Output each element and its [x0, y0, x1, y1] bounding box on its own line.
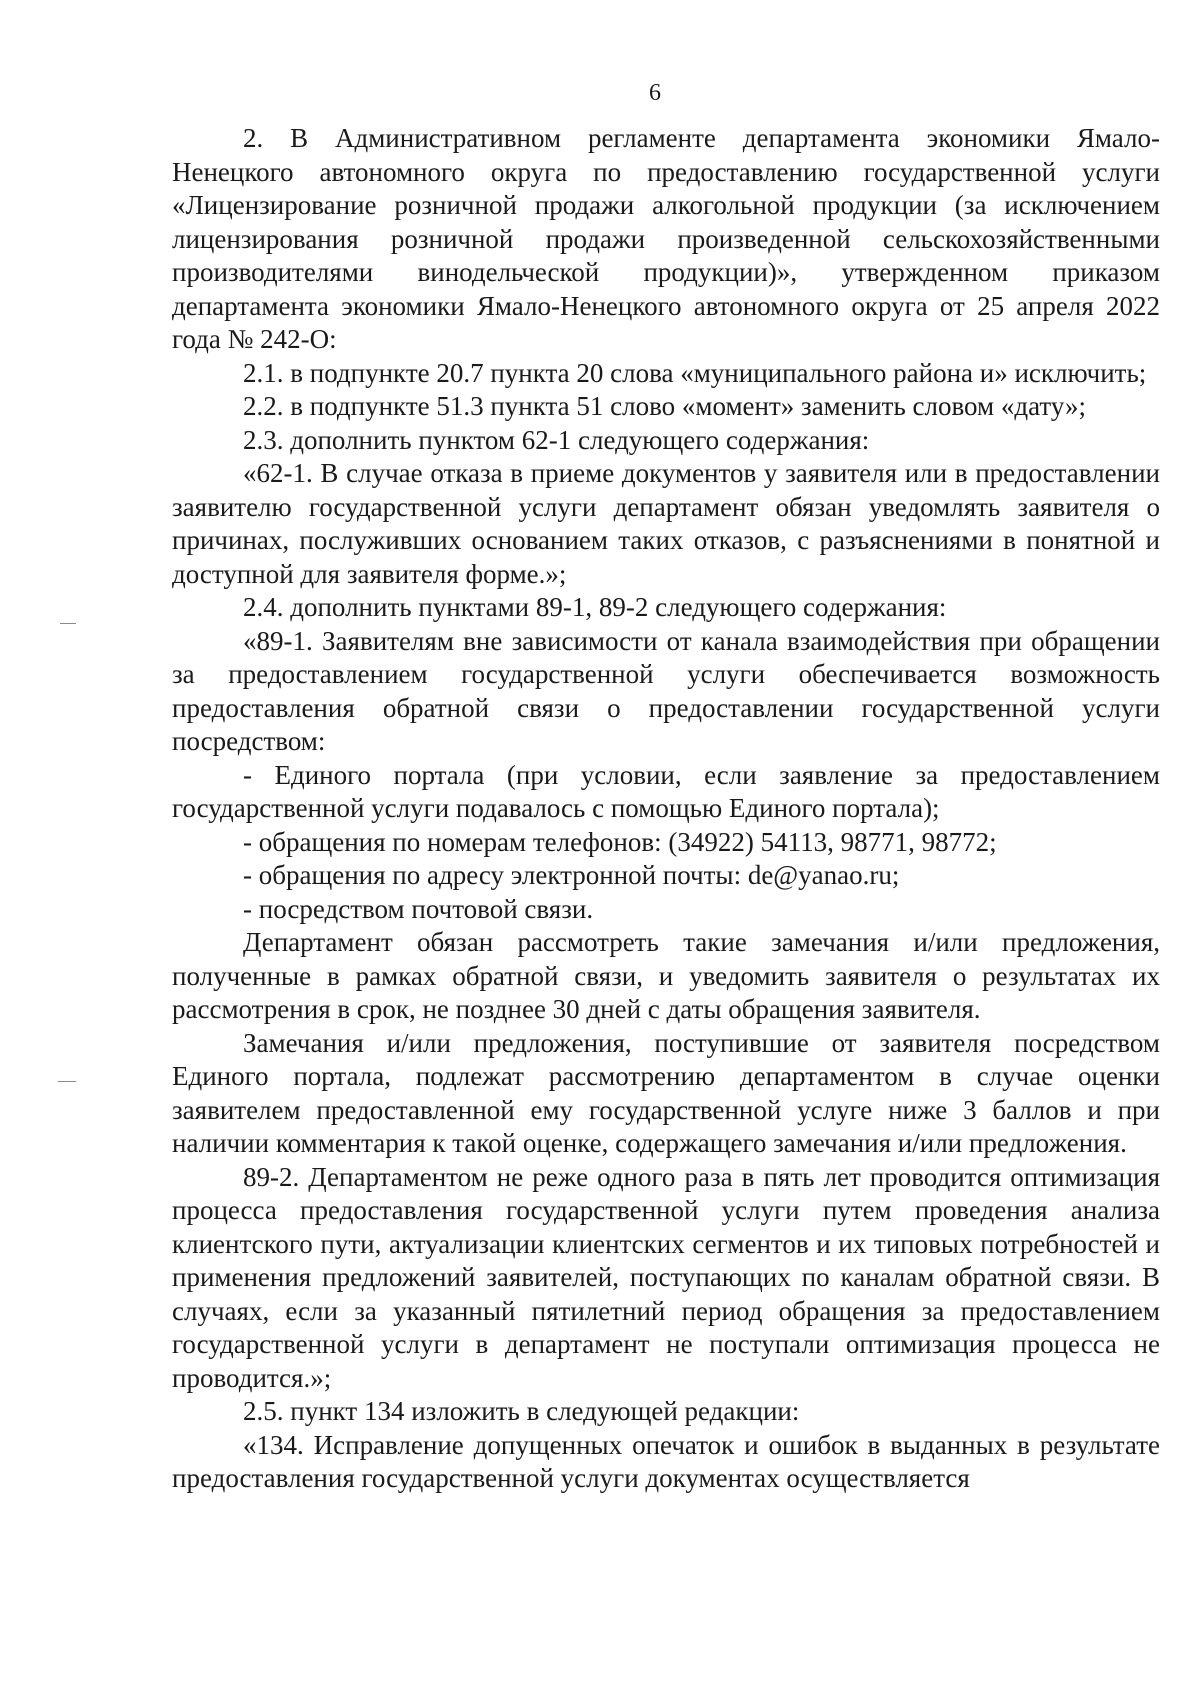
- paragraph-2-2: 2.2. в подпункте 51.3 пункта 51 слово «момент» заменить словом «дату»;: [243, 391, 1086, 421]
- list-item-post: - посредством почтовой связи.: [243, 893, 594, 924]
- paragraph-2-3: 2.3. дополнить пунктом 62-1 следующего содержания:: [243, 424, 870, 455]
- paragraph-review-obligation: Департамент обязан рассмотреть такие замечания и/или предложения, полученные в рамках обратной связи, и уведомить заявителя о результатах их рассмотрения в срок, не позднее 30 дней с даты обращения заявителя.: [172, 927, 1160, 1024]
- scan-margin-mark: [60, 623, 76, 624]
- page-number: 6: [649, 80, 661, 106]
- list-item-portal: - Единого портала (при условии, если заявление за предоставлением государственной услуги подавалось с помощью Единого портала);: [172, 759, 1160, 823]
- paragraph-89-1: «89-1. Заявителям вне зависимости от канала взаимодействия при обращении за предоставлением государственной услуги обеспечивается возможность предоставления обратной связи о предоставлении государственной услуги посредством:: [172, 625, 1160, 756]
- paragraph-62-1: «62-1. В случае отказа в приеме документов у заявителя или в предоставлении заявителю государственной услуги департамент обязан уведомлять заявителя о причинах, послуживших основанием таких отказов, с разъяснениями в понятной и доступной для заявителя форме.»;: [172, 458, 1160, 589]
- paragraph-2-5: 2.5. пункт 134 изложить в следующей редакции:: [243, 1396, 800, 1426]
- paragraph-89-2: 89-2. Департаментом не реже одного раза в пять лет проводится оптимизация процесса предоставления государственной услуги путем проведения анализа клиентского пути, актуализации клиентских сегментов и их типовых потребностей и применения предложений заявителей, поступающих по каналам обратной связи. В случаях, если за указанный пятилетний период обращения за предоставлением государственной услуги в департамент не поступали оптимизация процесса не проводится.»;: [172, 1161, 1160, 1393]
- list-item-email: - обращения по адресу электронной почты: de@yanao.ru;: [243, 860, 900, 890]
- paragraph-portal-remarks: Замечания и/или предложения, поступившие от заявителя посредством Единого портала, подлежат рассмотрению департаментом в случае оценки заявителем предоставленной ему государственной услуге ниже 3 баллов и при наличии комментария к такой оценке, содержащего замечания и/или предложения.: [172, 1027, 1160, 1158]
- paragraph-134: «134. Исправление допущенных опечаток и ошибок в выданных в результате предоставления государственной услуги документах осуществляется: [172, 1429, 1160, 1493]
- paragraph-2-1: 2.1. в подпункте 20.7 пункта 20 слова «муниципального района и» исключить;: [243, 357, 1147, 388]
- paragraph-amendment-intro: 2. В Административном регламенте департамента экономики Ямало-Ненецкого автономного округа по предоставлению государственной услуги «Лицензирование розничной продажи алкогольной продукции (за исключением лицензирования розничной продажи произведенной сельскохозяйственными производителями винодельческой продукции)», утвержденном приказом департамента экономики Ямало-Ненецкого автономного округа от 25 апреля 2022 года № 242-О:: [172, 123, 1160, 354]
- paragraph-2-4: 2.4. дополнить пунктами 89-1, 89-2 следующего содержания:: [243, 592, 947, 622]
- list-item-phones: - обращения по номерам телефонов: (34922) 54113, 98771, 98772;: [243, 826, 997, 857]
- document-body: [172, 122, 1160, 1496]
- scan-margin-mark: [58, 1081, 76, 1082]
